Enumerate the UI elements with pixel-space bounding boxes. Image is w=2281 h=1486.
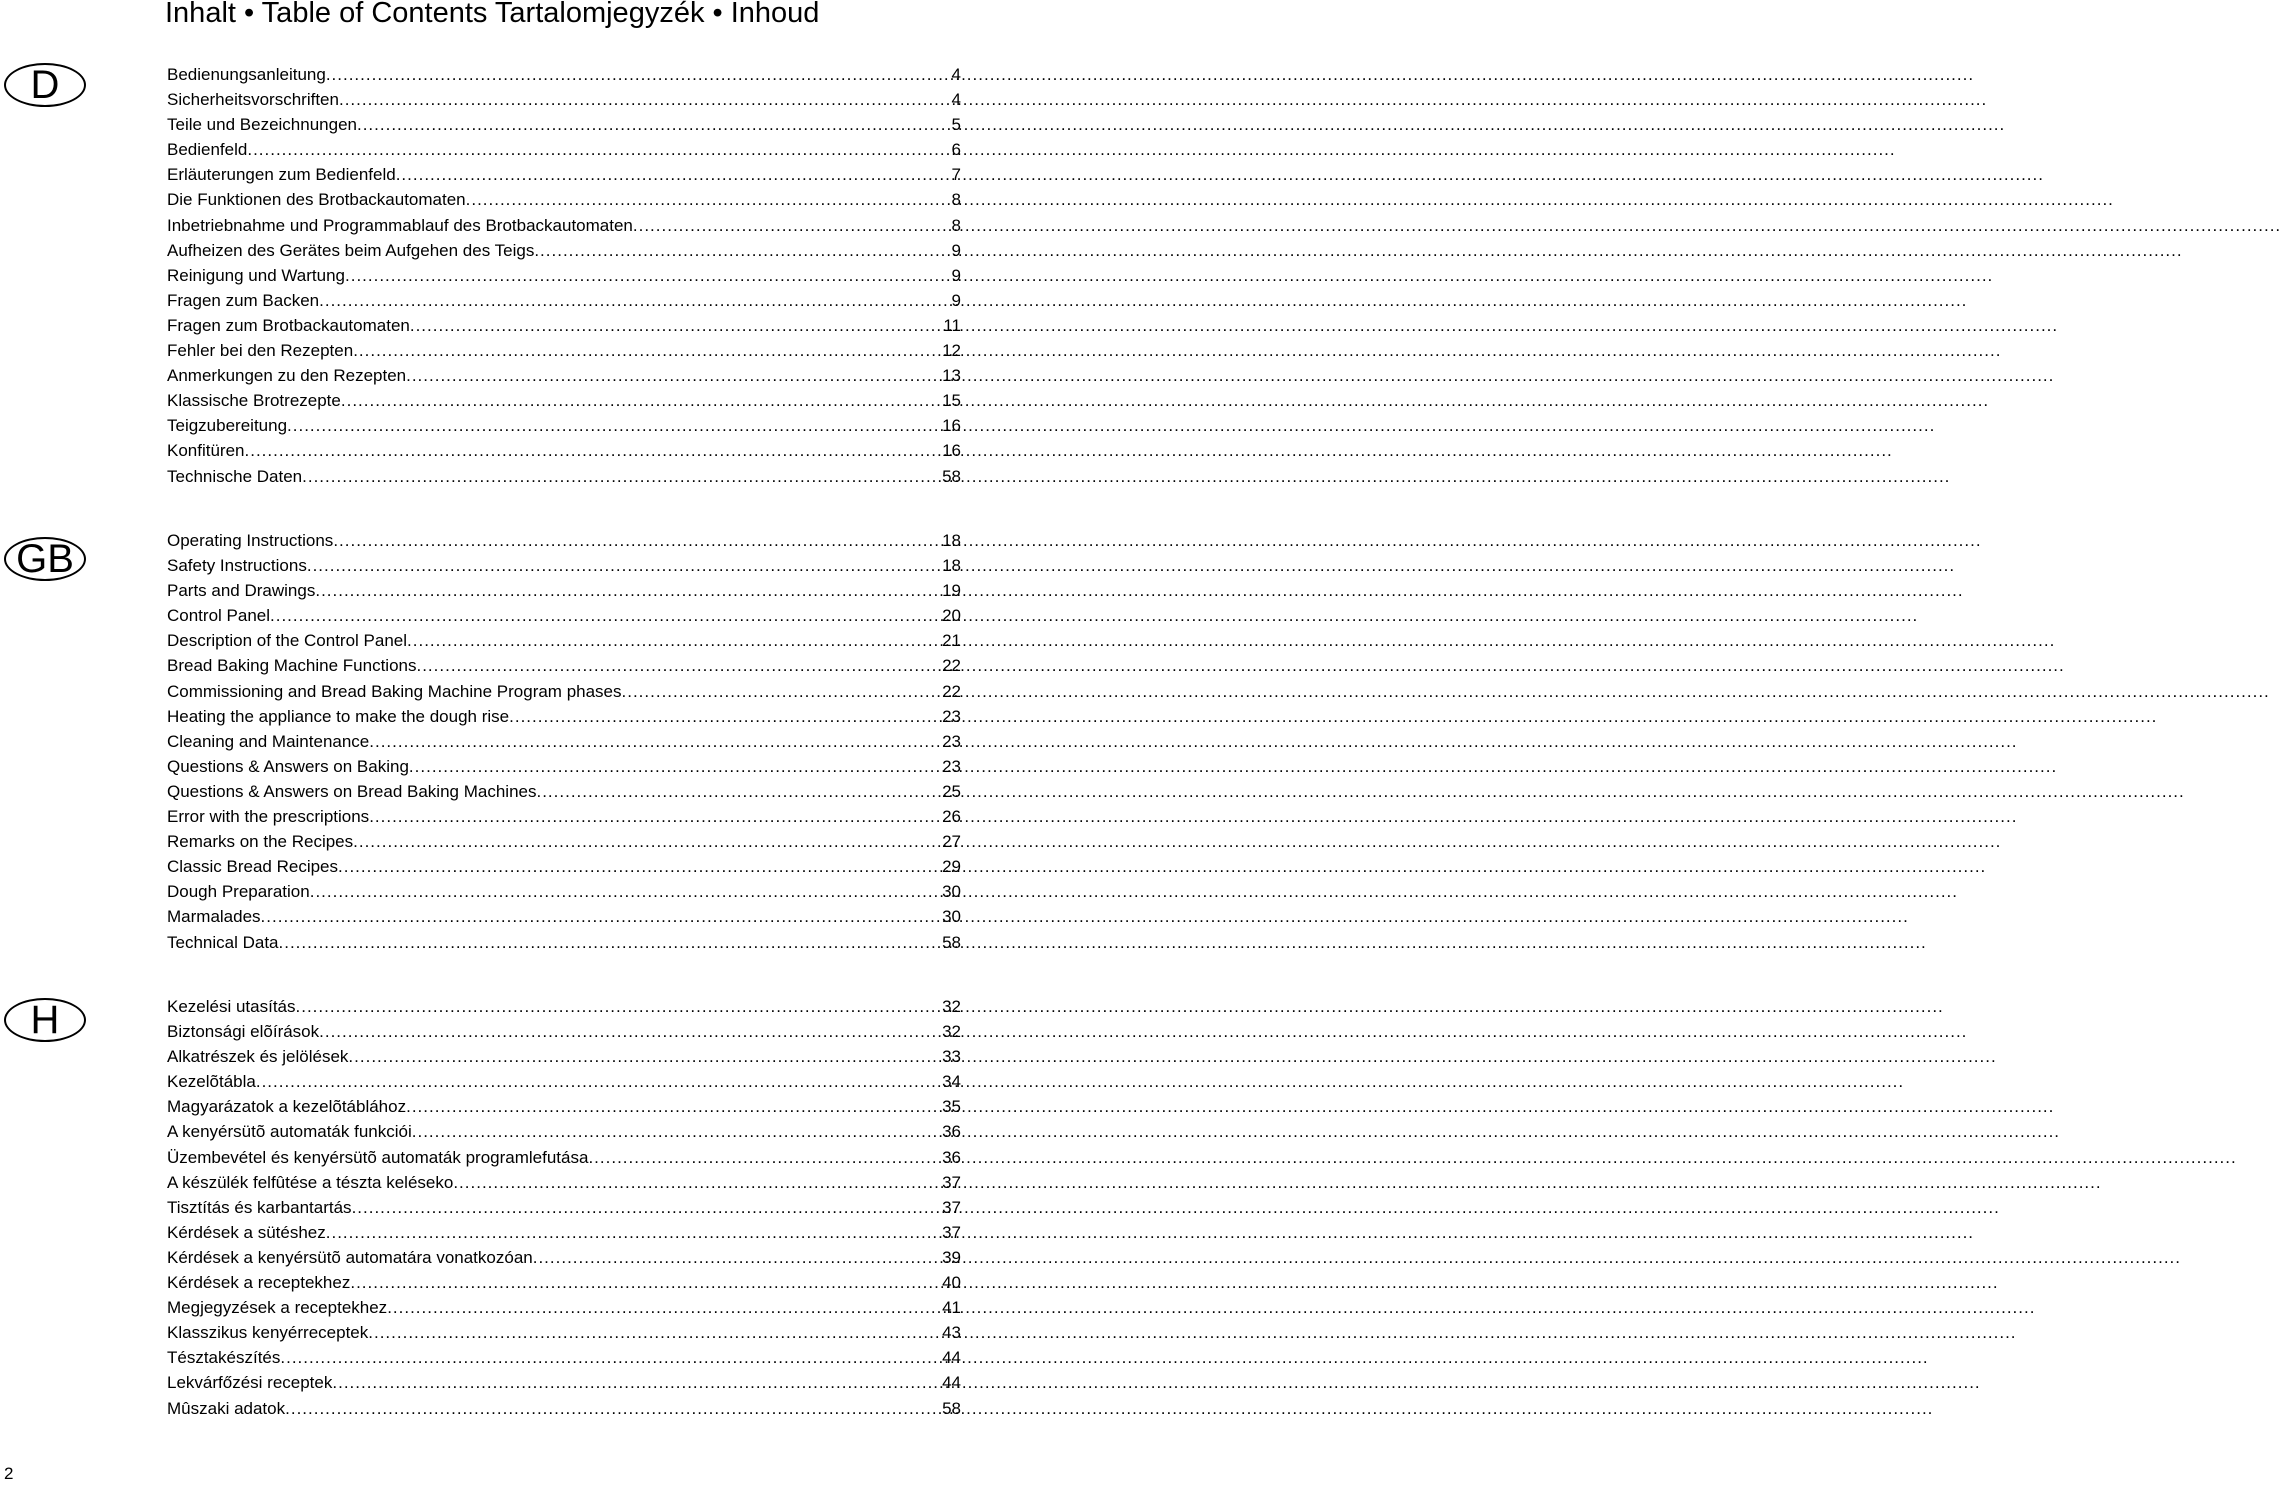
toc-entry-label: Description of the Control Panel — [167, 631, 408, 651]
toc-entry[interactable] — [167, 704, 961, 729]
toc-dot-leader — [406, 1094, 942, 1119]
toc-entry-page-number: 9 — [951, 265, 961, 285]
toc-dot-leader — [588, 1145, 942, 1170]
toc-entry[interactable] — [167, 879, 961, 904]
toc-entry-label: Tésztakészítés — [167, 1348, 281, 1368]
toc-entry-page-number: 13 — [942, 366, 961, 386]
toc-entry[interactable] — [167, 1145, 961, 1170]
toc-dot-leader — [310, 879, 942, 904]
toc-entry[interactable] — [167, 112, 961, 137]
toc-entry[interactable] — [167, 628, 961, 653]
toc-entry-label: Heating the appliance to make the dough rise — [167, 706, 510, 726]
toc-dot-leader — [622, 679, 943, 704]
toc-entry-page-number: 32 — [942, 1022, 961, 1042]
toc-entry-label: A készülék felfûtése a tészta keléseko — [167, 1172, 454, 1192]
toc-dot-leader — [416, 653, 942, 678]
toc-entry-label: Inbetriebnahme und Programmablauf des Brotbackautomaten — [167, 215, 633, 235]
toc-entry-page-number: 9 — [951, 240, 961, 260]
toc-entry-label: Fehler bei den Rezepten — [167, 341, 354, 361]
toc-entry[interactable] — [167, 263, 961, 288]
toc-dot-leader — [302, 464, 942, 489]
toc-entry-label: Safety Instructions — [167, 556, 307, 576]
toc-dot-leader — [341, 388, 942, 413]
toc-entry-page-number: 4 — [951, 90, 961, 110]
toc-entry[interactable] — [167, 187, 961, 212]
toc-entry-label: Aufheizen des Gerätes beim Aufgehen des Teigs — [167, 240, 535, 260]
toc-entry[interactable] — [167, 1270, 961, 1295]
toc-entry-label: Bedienfeld — [167, 140, 248, 160]
toc-dot-leader — [296, 994, 943, 1019]
toc-entry[interactable] — [167, 413, 961, 438]
toc-entry[interactable] — [167, 1044, 961, 1069]
toc-entry-label: Cleaning and Maintenance — [167, 731, 370, 751]
toc-entry-page-number: 8 — [951, 190, 961, 210]
toc-entry-page-number: 30 — [942, 907, 961, 927]
toc-entry[interactable] — [167, 603, 961, 628]
toc-dot-leader — [326, 62, 949, 87]
toc-entry[interactable] — [167, 1170, 961, 1195]
toc-entry[interactable] — [167, 288, 961, 313]
toc-entry-label: Biztonsági elõírások — [167, 1022, 320, 1042]
toc-entry-page-number: 18 — [942, 556, 961, 576]
toc-dot-leader — [409, 754, 942, 779]
toc-dot-leader — [256, 1069, 942, 1094]
toc-entry-label: Teile und Bezeichnungen — [167, 115, 357, 135]
toc-entry[interactable] — [167, 1370, 961, 1395]
toc-entry-page-number: 11 — [943, 315, 961, 335]
toc-entry-page-number: 37 — [942, 1222, 961, 1242]
toc-entry-label: Anmerkungen zu den Rezepten — [167, 366, 407, 386]
toc-entry-label: Reinigung und Wartung — [167, 265, 345, 285]
toc-entry-label: Magyarázatok a kezelõtáblához — [167, 1097, 407, 1117]
toc-dot-leader — [338, 854, 942, 879]
toc-entry[interactable] — [167, 338, 961, 363]
toc-entry-page-number: 58 — [942, 1398, 961, 1418]
toc-entry-label: Üzembevétel és kenyérsütõ automaták programlefutása — [167, 1147, 589, 1167]
toc-entry-page-number: 22 — [942, 681, 961, 701]
toc-entry[interactable] — [167, 930, 961, 955]
toc-entry-page-number: 19 — [942, 581, 961, 601]
toc-entry[interactable] — [167, 904, 961, 929]
toc-entry-label: Error with the prescriptions — [167, 807, 370, 827]
toc-entry-label: Commissioning and Bread Baking Machine Program phases — [167, 681, 622, 701]
toc-dot-leader — [315, 578, 942, 603]
toc-dot-leader — [245, 438, 943, 463]
toc-entry-page-number: 23 — [942, 756, 961, 776]
toc-entry-label: Technical Data — [167, 932, 279, 952]
toc-entry[interactable] — [167, 1245, 961, 1270]
toc-entry[interactable] — [167, 1195, 961, 1220]
toc-entry-label: Klasszikus kenyérreceptek — [167, 1323, 369, 1343]
toc-entry-label: Lekvárfőzési receptek — [167, 1373, 333, 1393]
toc-entry[interactable] — [167, 779, 961, 804]
toc-dot-leader — [387, 1295, 942, 1320]
toc-entry-label: Kérdések a sütéshez — [167, 1222, 326, 1242]
toc-dot-leader — [406, 363, 942, 388]
toc-entry-label: Technische Daten — [167, 466, 303, 486]
toc-entry[interactable] — [167, 1320, 961, 1345]
toc-entry[interactable] — [167, 804, 961, 829]
toc-dot-leader — [352, 1195, 943, 1220]
toc-dot-leader — [319, 1019, 942, 1044]
toc-entry-label: A kenyérsütõ automaták funkciói — [167, 1122, 412, 1142]
toc-entry-page-number: 27 — [942, 832, 961, 852]
toc-entry-page-number: 29 — [942, 857, 961, 877]
toc-entry-page-number: 16 — [942, 441, 961, 461]
toc-dot-leader — [333, 528, 942, 553]
toc-dot-leader — [407, 628, 942, 653]
toc-entry-label: Fragen zum Brotbackautomaten — [167, 315, 410, 335]
toc-dot-leader — [466, 187, 949, 212]
toc-entry-page-number: 40 — [942, 1273, 961, 1293]
toc-dot-leader — [533, 1245, 942, 1270]
toc-entry[interactable] — [167, 388, 961, 413]
toc-entry-page-number: 16 — [942, 416, 961, 436]
toc-entry-label: Fragen zum Backen — [167, 290, 320, 310]
toc-dot-leader — [348, 1044, 942, 1069]
toc-entry-page-number: 58 — [942, 932, 961, 952]
toc-entry[interactable] — [167, 1220, 961, 1245]
toc-entry-page-number: 5 — [951, 115, 961, 135]
toc-dot-leader — [285, 1396, 942, 1421]
toc-dot-leader — [279, 930, 943, 955]
toc-entry[interactable] — [167, 1069, 961, 1094]
toc-entry-page-number: 23 — [942, 731, 961, 751]
language-badge-h: H — [4, 998, 86, 1042]
toc-entry-label: Konfitüren — [167, 441, 245, 461]
toc-dot-leader — [247, 137, 949, 162]
toc-entry-page-number: 36 — [942, 1122, 961, 1142]
toc-entry[interactable] — [167, 994, 961, 1019]
toc-section-hungarian — [167, 994, 961, 1421]
toc-entry-page-number: 32 — [942, 997, 961, 1016]
toc-entry-page-number: 33 — [942, 1047, 961, 1067]
toc-entry-page-number: 23 — [942, 706, 961, 726]
toc-dot-leader — [633, 213, 949, 238]
toc-dot-leader — [412, 1119, 942, 1144]
toc-dot-leader — [534, 238, 949, 263]
toc-entry-page-number: 9 — [951, 290, 961, 310]
toc-entry[interactable] — [167, 238, 961, 263]
toc-entry-page-number: 20 — [942, 606, 961, 626]
toc-entry-label: Questions & Answers on Baking — [167, 756, 409, 776]
toc-entry-page-number: 8 — [951, 215, 961, 235]
toc-dot-leader — [536, 779, 942, 804]
toc-entry-label: Megjegyzések a receptekhez — [167, 1298, 388, 1318]
toc-entry-page-number: 44 — [942, 1348, 961, 1368]
toc-entry[interactable] — [167, 679, 961, 704]
toc-entry-label: Mûszaki adatok — [167, 1398, 286, 1418]
toc-entry-page-number: 39 — [942, 1247, 961, 1267]
toc-entry[interactable] — [167, 578, 961, 603]
toc-entry-page-number: 43 — [942, 1323, 961, 1343]
toc-dot-leader — [368, 1320, 942, 1345]
toc-dot-leader — [357, 112, 949, 137]
toc-entry-page-number: 21 — [942, 631, 961, 651]
toc-entry-label: Parts and Drawings — [167, 581, 316, 601]
toc-entry[interactable] — [167, 1295, 961, 1320]
toc-entry-label: Questions & Answers on Bread Baking Machines — [167, 781, 537, 801]
toc-entry[interactable] — [167, 1019, 961, 1044]
toc-entry-label: Klassische Brotrezepte — [167, 391, 341, 411]
toc-entry[interactable] — [167, 162, 961, 187]
toc-entry[interactable] — [167, 464, 961, 489]
toc-entry-page-number: 35 — [942, 1097, 961, 1117]
toc-section-german — [167, 62, 961, 489]
toc-entry-label: Remarks on the Recipes — [167, 832, 354, 852]
toc-entry-label: Kérdések a kenyérsütõ automatára vonatkozóan — [167, 1247, 533, 1267]
toc-entry[interactable] — [167, 528, 961, 553]
toc-dot-leader — [350, 1270, 942, 1295]
toc-entry[interactable] — [167, 729, 961, 754]
toc-entry[interactable] — [167, 438, 961, 463]
toc-entry-page-number: 37 — [942, 1172, 961, 1192]
toc-entry[interactable] — [167, 87, 961, 112]
toc-entry[interactable] — [167, 313, 961, 338]
toc-dot-leader — [326, 1220, 942, 1245]
toc-entry-label: Kezelõtábla — [167, 1072, 256, 1092]
toc-entry-label: Sicherheitsvorschriften — [167, 90, 339, 110]
toc-entry-page-number: 15 — [942, 391, 961, 411]
toc-dot-leader — [369, 729, 942, 754]
toc-entry-page-number: 18 — [942, 531, 961, 550]
toc-dot-leader — [287, 413, 942, 438]
toc-entry-page-number: 4 — [951, 65, 961, 84]
toc-entry-page-number: 34 — [942, 1072, 961, 1092]
toc-entry[interactable] — [167, 829, 961, 854]
toc-entry-label: Marmalades — [167, 907, 261, 927]
toc-entry-label: Kérdések a receptekhez — [167, 1273, 351, 1293]
toc-entry-page-number: 30 — [942, 882, 961, 902]
toc-dot-leader — [396, 162, 949, 187]
toc-entry-label: Operating Instructions — [167, 531, 334, 550]
toc-entry-label: Control Panel — [167, 606, 271, 626]
language-badge-d: D — [4, 63, 86, 107]
toc-entry-page-number: 22 — [942, 656, 961, 676]
toc-section-english — [167, 528, 961, 955]
toc-entry-label: Teigzubereitung — [167, 416, 288, 436]
toc-dot-leader — [261, 904, 943, 929]
toc-entry-page-number: 25 — [942, 781, 961, 801]
toc-entry[interactable] — [167, 62, 961, 87]
page-title: Inhalt • Table of Contents Tartalomjegyzék • Inhoud — [165, 0, 820, 29]
toc-entry[interactable] — [167, 137, 961, 162]
toc-entry-page-number: 37 — [942, 1197, 961, 1217]
toc-dot-leader — [280, 1345, 942, 1370]
toc-dot-leader — [369, 804, 942, 829]
toc-entry-page-number: 44 — [942, 1373, 961, 1393]
toc-dot-leader — [353, 338, 942, 363]
toc-entry-label: Bread Baking Machine Functions — [167, 656, 417, 676]
toc-dot-leader — [270, 603, 942, 628]
toc-entry-page-number: 26 — [942, 807, 961, 827]
toc-entry-label: Erläuterungen zum Bedienfeld — [167, 165, 396, 185]
toc-dot-leader — [332, 1370, 942, 1395]
toc-dot-leader — [339, 87, 949, 112]
toc-entry[interactable] — [167, 754, 961, 779]
toc-dot-leader — [319, 288, 949, 313]
toc-dot-leader — [509, 704, 942, 729]
toc-entry-label: Kezelési utasítás — [167, 997, 296, 1016]
toc-entry-label: Dough Preparation — [167, 882, 310, 902]
toc-entry-label: Alkatrészek és jelölések — [167, 1047, 349, 1067]
toc-entry-label: Tisztítás és karbantartás — [167, 1197, 352, 1217]
toc-dot-leader — [410, 313, 943, 338]
toc-dot-leader — [345, 263, 949, 288]
toc-entry-page-number: 12 — [942, 341, 961, 361]
toc-entry-page-number: 58 — [942, 466, 961, 486]
toc-entry[interactable] — [167, 1094, 961, 1119]
toc-dot-leader — [353, 829, 942, 854]
toc-entry[interactable] — [167, 854, 961, 879]
toc-entry-label: Bedienungsanleitung — [167, 65, 326, 84]
toc-entry[interactable] — [167, 363, 961, 388]
toc-entry[interactable] — [167, 1345, 961, 1370]
toc-entry-page-number: 6 — [951, 140, 961, 160]
toc-entry-label: Die Funktionen des Brotbackautomaten — [167, 190, 466, 210]
toc-entry-label: Classic Bread Recipes — [167, 857, 339, 877]
page-number: 2 — [4, 1464, 14, 1483]
toc-entry[interactable] — [167, 1396, 961, 1421]
toc-dot-leader — [453, 1170, 942, 1195]
toc-entry[interactable] — [167, 1119, 961, 1144]
toc-entry-page-number: 36 — [942, 1147, 961, 1167]
toc-dot-leader — [307, 553, 942, 578]
toc-entry[interactable] — [167, 213, 961, 238]
language-badge-gb: GB — [4, 537, 86, 581]
toc-entry-page-number: 7 — [951, 165, 961, 185]
toc-entry[interactable] — [167, 653, 961, 678]
toc-entry[interactable] — [167, 553, 961, 578]
toc-entry-page-number: 41 — [942, 1298, 961, 1318]
